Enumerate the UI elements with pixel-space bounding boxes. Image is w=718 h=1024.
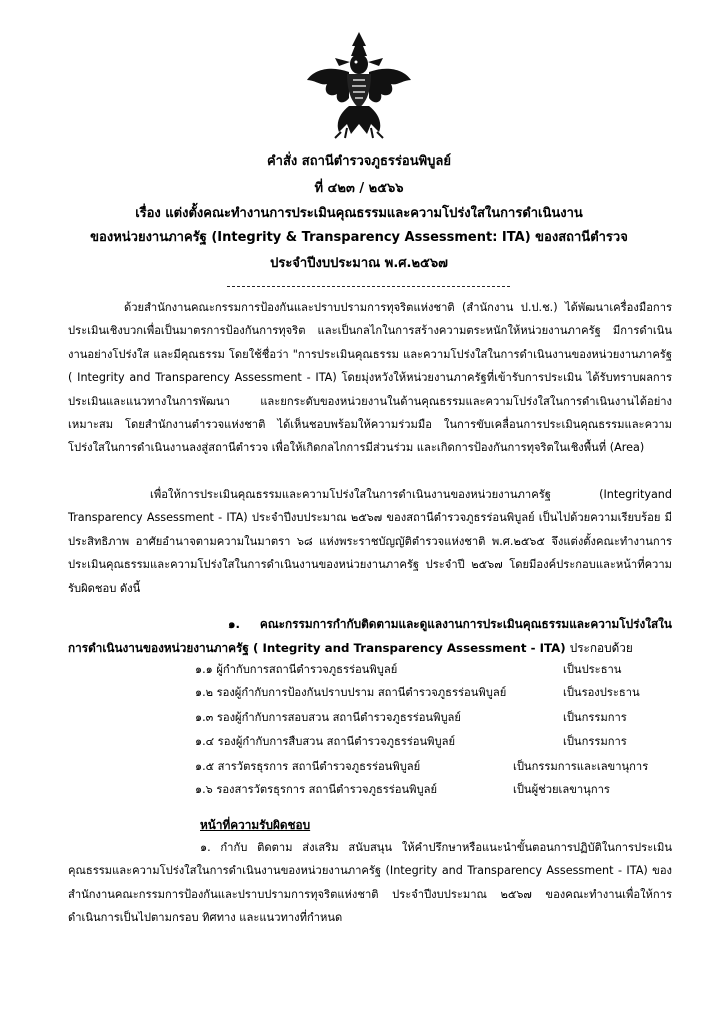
section-1-heading-text: ๑. คณะกรรมการกำกับติดตามและดูแลงานการประเมินคุณธรรมและความโปร่งใสในการดำเนินงานของหน่วยงานภาครัฐ ( Integrity and Transparency Assessment - ITA) xyxy=(68,617,672,655)
order-number: ที่ ๔๒๓ / ๒๕๖๖ xyxy=(314,181,404,196)
member-6-name: ๑.๖ รองสารวัตรธุรการ สถานีตำรวจภูธรร่อนพิบูลย์ xyxy=(195,783,438,796)
member-5-role: เป็นกรรมการและเลขานุการ xyxy=(513,760,649,773)
section-1-heading xyxy=(68,612,672,660)
subject-line-2: ของหน่วยงานภาครัฐ (Integrity & Transparency Assessment: ITA) ของสถานีตำรวจ xyxy=(90,230,628,245)
member-1-name: ๑.๑ ผู้กำกับการสถานีตำรวจภูธรร่อนพิบูลย์ xyxy=(195,663,398,676)
member-1-role: เป็นประธาน xyxy=(563,663,622,676)
subject-line-3: ประจำปีงบประมาณ พ.ศ.๒๕๖๗ xyxy=(270,256,448,271)
member-3-role: เป็นกรรมการ xyxy=(563,711,627,724)
member-4-role: เป็นกรรมการ xyxy=(563,735,627,748)
garuda-emblem-icon xyxy=(305,28,413,140)
member-2-role: เป็นรองประธาน xyxy=(563,686,640,699)
subject-line-1: เรื่อง แต่งตั้งคณะทำงานการประเมินคุณธรรมและความโปร่งใสในการดำเนินงาน xyxy=(135,206,583,221)
member-2-name: ๑.๒ รองผู้กำกับการป้องกันปราบปราม สถานีตำรวจภูธรร่อนพิบูลย์ xyxy=(195,686,507,699)
header-divider xyxy=(227,286,510,287)
member-3-name: ๑.๓ รองผู้กำกับการสอบสวน สถานีตำรวจภูธรร่อนพิบูลย์ xyxy=(195,711,461,724)
paragraph-purpose: เพื่อให้การประเมินคุณธรรมและความโปร่งใสในการดำเนินงานของหน่วยงานภาครัฐ (Integrityand Transparency Assessment - ITA) ประจำปีงบประมาณ ๒๕๖๗ ของสถานีตำรวจภูธรร่อนพิบูลย์ เป็นไปด้วยความเรียบร้อย มีประสิทธิภาพ อาศัยอำนาจตามความในมาตรา ๖๘ แห่งพระราชบัญญัติตำรวจแห่งชาติ พ.ศ.๒๕๖๕ จึงแต่งตั้งคณะทำงานการประเมินคุณธรรมและความโปร่งใสในการดำเนินงานของหน่วยงานภาครัฐ ประจำปี ๒๕๖๗ โดยมีองค์ประกอบและหน้าที่ความรับผิดชอบ ดังนี้ xyxy=(68,488,672,595)
order-title: คำสั่ง สถานีตำรวจภูธรร่อนพิบูลย์ xyxy=(266,154,451,169)
duties-paragraph: ๑. กำกับ ติดตาม ส่งเสริม สนับสนุน ให้คำปรึกษาหรือแนะนำขั้นตอนการปฏิบัติในการประเมินคุณธรรมและความโปร่งใสในการดำเนินงานของหน่วยงานภาครัฐ (Integrity and Transparency Assessment - ITA) ของสำนักงานคณะกรรมการป้องกันและปราบปรามการทุจริตแห่งชาติ ประจำปีงบประมาณ ๒๕๖๗ ของคณะทำงานเพื่อให้การดำเนินการเป็นไปตามกรอบ ทิศทาง และแนวทางที่กำหนด xyxy=(68,841,672,925)
member-6-role: เป็นผู้ช่วยเลขานุการ xyxy=(513,783,610,796)
member-4-name: ๑.๔ รองผู้กำกับการสืบสวน สถานีตำรวจภูธรร่อนพิบูลย์ xyxy=(195,735,456,748)
member-5-name: ๑.๕ สารวัตรธุรการ สถานีตำรวจภูธรร่อนพิบูลย์ xyxy=(195,760,421,773)
duties-heading: หน้าที่ความรับผิดชอบ xyxy=(200,818,311,832)
paragraph-background: ด้วยสำนักงานคณะกรรมการป้องกันและปราบปรามการทุจริตแห่งชาติ (สำนักงาน ป.ป.ช.) ได้พัฒนาเครื่องมือการประเมินเชิงบวกเพื่อเป็นมาตรการป้องกันการทุจริต และเป็นกลไกในการสร้างความตระหนักให้หน่วยงานภาครัฐ มีการดำเนินงานอย่างโปร่งใส และมีคุณธรรม โดยใช้ชื่อว่า "การประเมินคุณธรรม และความโปร่งใสในการดำเนินงานของหน่วยงานภาครัฐ ( Integrity and Transparency Assessment - ITA) โดยมุ่งหวังให้หน่วยงานภาครัฐที่เข้ารับการประเมิน ได้รับทราบผลการประเมินและแนวทางในการพัฒนา และยกระดับของหน่วยงานในด้านคุณธรรมและความโปร่งใสในการดำเนินงานได้อย่างเหมาะสม โดยสำนักงานตำรวจแห่งชาติ ได้เห็นชอบพร้อมให้ความร่วมมือ ในการขับเคลื่อนการประเมินคุณธรรมและความโปร่งใสในการดำเนินงานลงสู่สถานีตำรวจ เพื่อให้เกิดกลไกการมีส่วนร่วม และเกิดการป้องกันการทุจริตในเชิงพื้นที่ (Area) xyxy=(68,301,672,455)
section-1-heading-tail: ประกอบด้วย xyxy=(569,641,633,655)
